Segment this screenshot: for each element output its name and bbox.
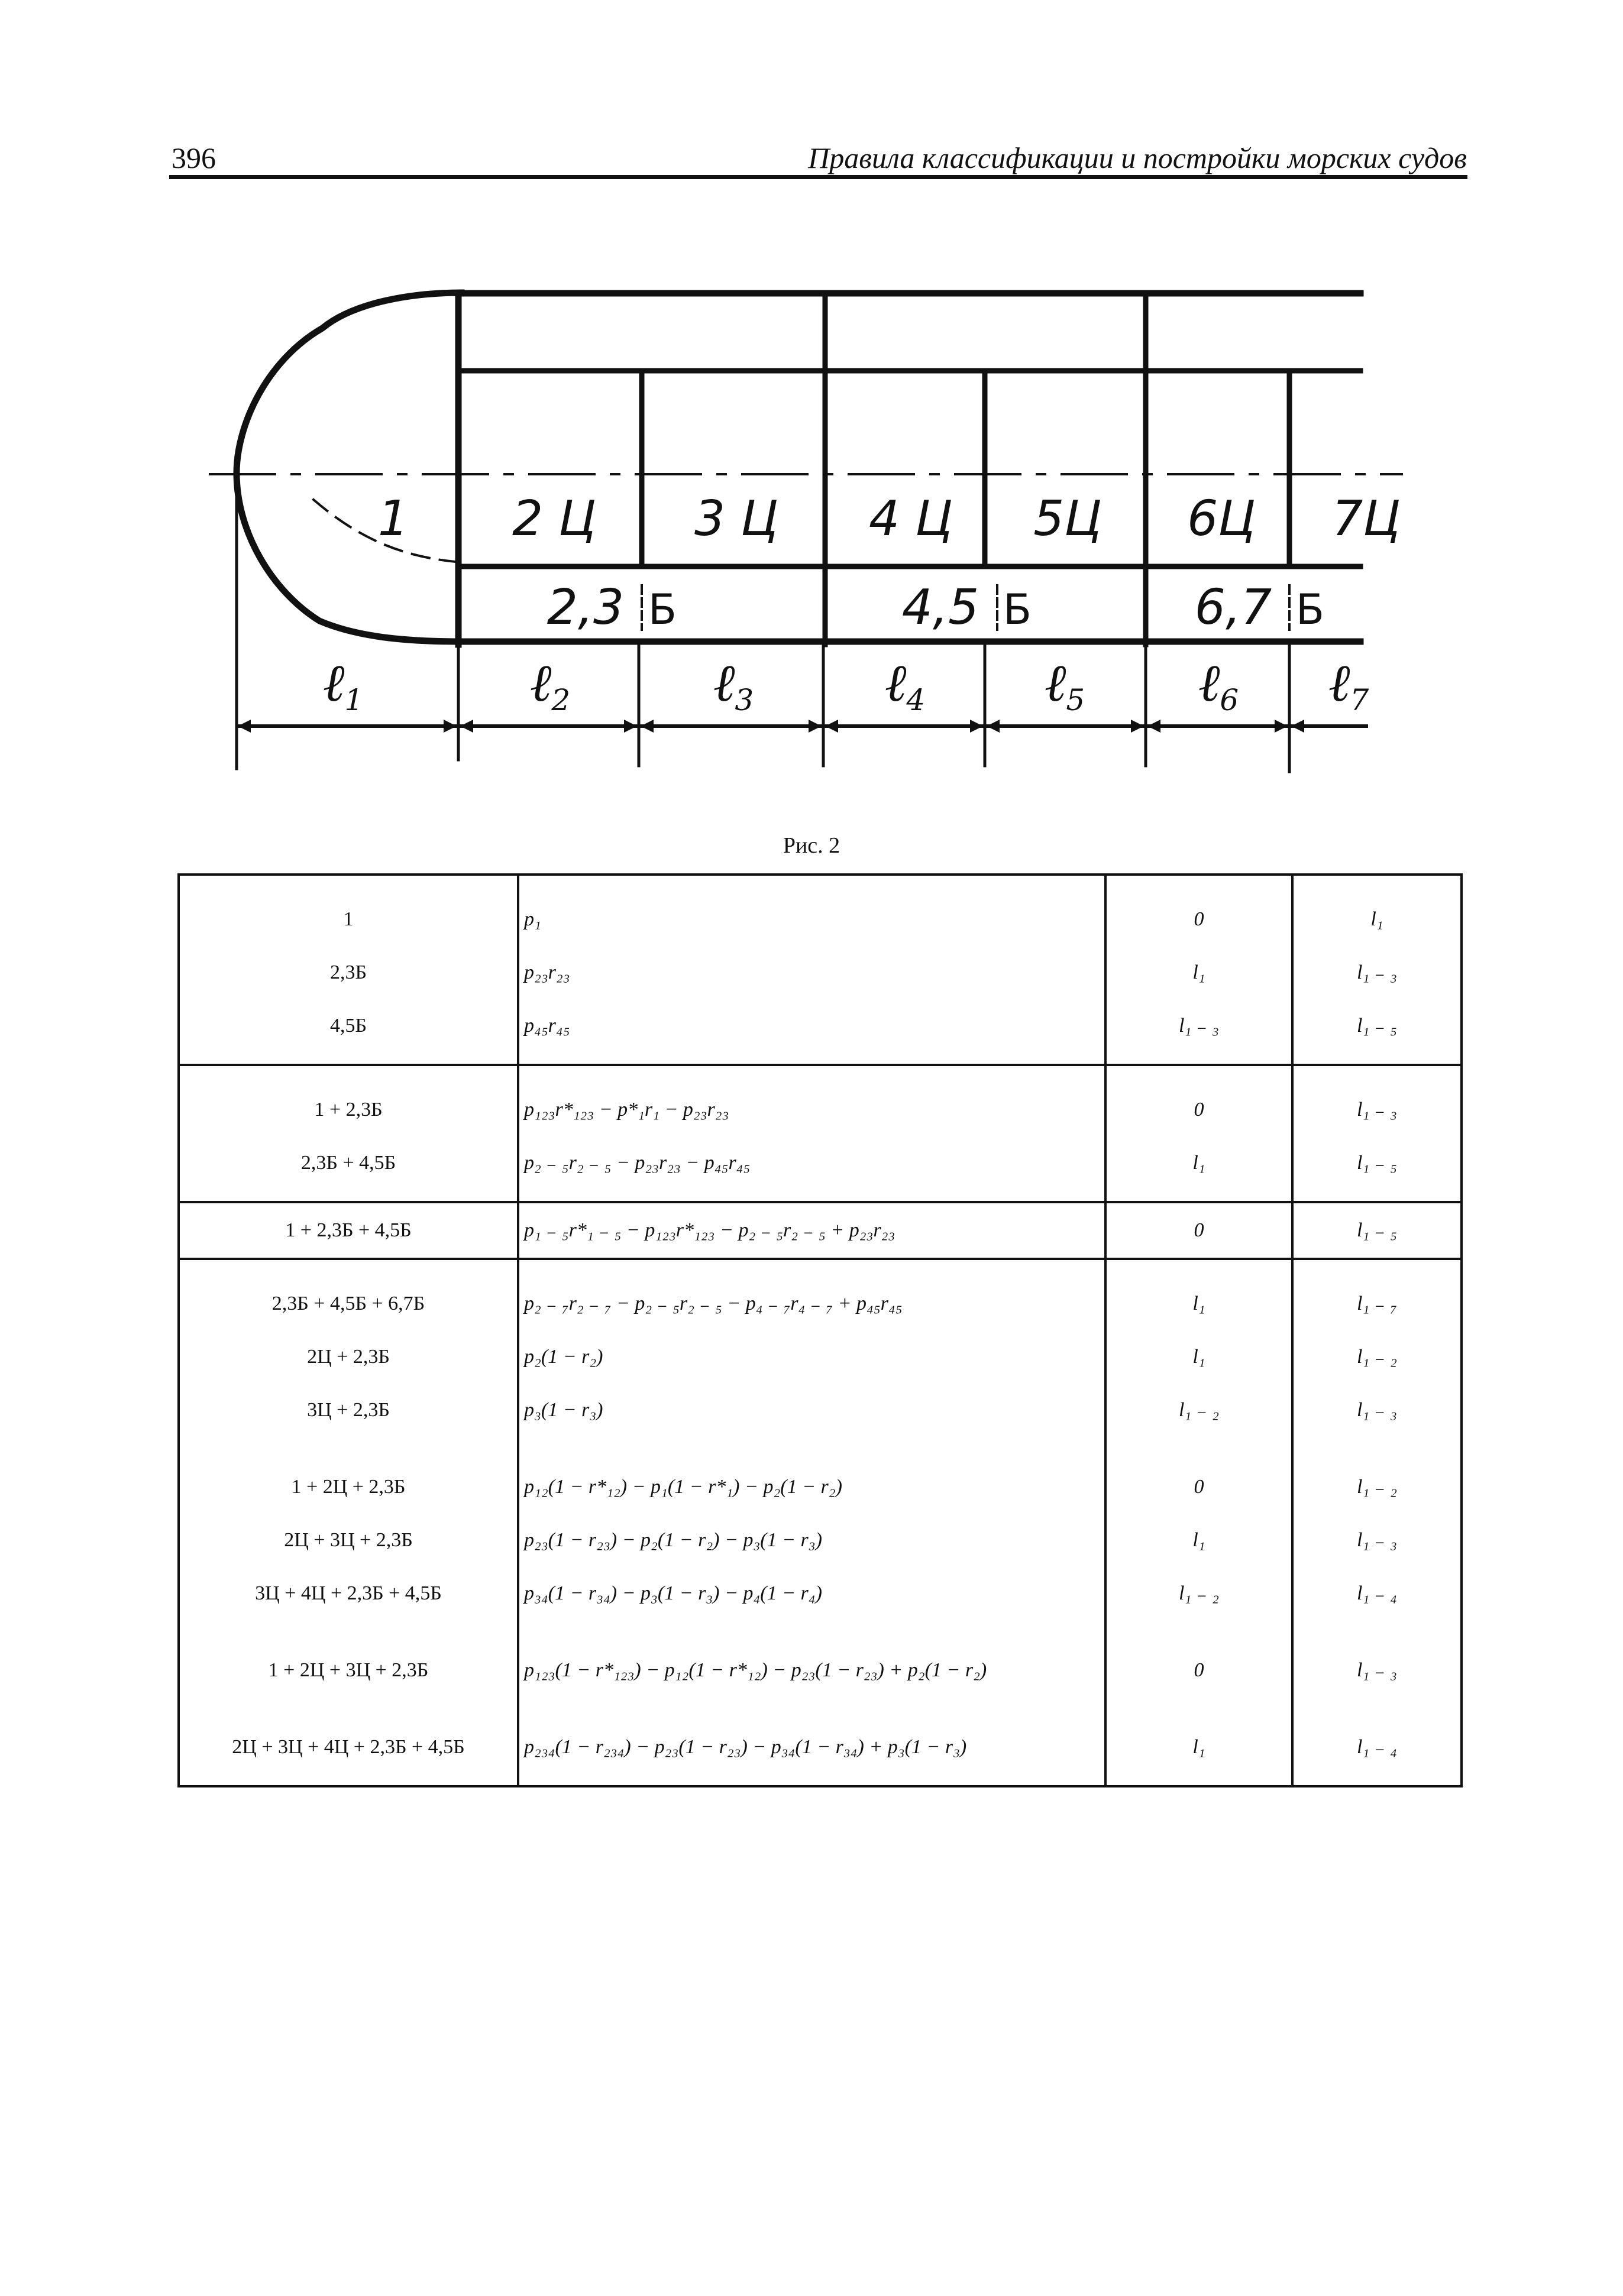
from-value: 0	[1194, 1099, 1204, 1121]
tank-label-b2: Б	[1003, 585, 1032, 634]
to-value: l₁ ₋ ₅	[1356, 1152, 1398, 1174]
tank-label-6c: 6Ц	[1187, 491, 1256, 547]
tank-combo: 1 + 2Ц + 3Ц + 2,3Б	[268, 1659, 429, 1681]
from-value: l₁	[1192, 1346, 1205, 1368]
from-value: 0	[1194, 1219, 1204, 1241]
formula: p₂(1 − r₂)	[524, 1346, 603, 1368]
to-value: l₁ ₋ ₃	[1356, 1529, 1398, 1551]
tank-label-2c: 2 Ц	[512, 491, 596, 547]
table-row	[179, 1259, 1462, 1786]
tank-combo: 1	[343, 908, 354, 930]
tank-combo: 3Ц + 2,3Б	[307, 1399, 390, 1421]
formula: p₂ ₋ ₇r₂ ₋ ₇ − p₂ ₋ ₅r₂ ₋ ₅ − p₄ ₋ ₇r₄ ₋ ₇ + p₄₅r₄₅	[524, 1293, 903, 1314]
length-l4: ℓ	[884, 652, 907, 713]
from-value: 0	[1194, 1659, 1204, 1681]
tank-combo: 3Ц + 4Ц + 2,3Б + 4,5Б	[255, 1582, 442, 1604]
page-number: 396	[172, 141, 216, 174]
tank-label-4c: 4 Ц	[869, 491, 953, 547]
from-value: 0	[1194, 908, 1204, 930]
to-value: l₁ ₋ ₃	[1356, 1099, 1398, 1121]
to-value: l₁ ₋ ₇	[1356, 1293, 1398, 1314]
svg-text:ℓ1: ℓ1	[322, 652, 364, 717]
figure-caption: Рис. 2	[783, 833, 840, 858]
svg-text:ℓ6: ℓ6	[1198, 652, 1239, 717]
to-value: l₁	[1370, 908, 1383, 930]
length-l6: ℓ	[1198, 652, 1220, 713]
tank-combo: 2,3Б + 4,5Б + 6,7Б	[271, 1293, 425, 1314]
data-table	[177, 873, 1463, 1787]
to-value: l₁ ₋ ₅	[1356, 1015, 1398, 1037]
tank-combo: 2,3Б	[329, 961, 367, 983]
bow-outline	[237, 293, 461, 642]
length-l1: ℓ	[322, 652, 345, 713]
formula: p₁₂(1 − r*₁₂) − p₁(1 − r*₁) − p₂(1 − r₂)	[524, 1476, 842, 1498]
to-value: l₁ ₋ ₄	[1356, 1582, 1398, 1604]
from-value: l₁	[1192, 961, 1205, 983]
formula: p₁₂₃r*₁₂₃ − p*₁r₁ − p₂₃r₂₃	[524, 1099, 729, 1121]
tank-combo: 4,5Б	[329, 1015, 367, 1037]
from-value: l₁ ₋ ₃	[1178, 1015, 1220, 1037]
to-value: l₁ ₋ ₃	[1356, 1399, 1398, 1421]
length-l5: ℓ	[1044, 652, 1066, 713]
tank-combo: 2Ц + 3Ц + 4Ц + 2,3Б + 4,5Б	[232, 1736, 465, 1758]
tank-combo: 2,3Б + 4,5Б	[300, 1152, 396, 1174]
svg-text:ℓ3: ℓ3	[713, 652, 754, 717]
svg-text:ℓ4: ℓ4	[884, 652, 926, 717]
to-value: l₁ ₋ ₂	[1356, 1346, 1398, 1368]
formula: p₂₃₄(1 − r₂₃₄) − p₂₃(1 − r₂₃) − p₃₄(1 − r₃₄) + p₃(1 − r₃)	[524, 1736, 967, 1758]
formula: p₃₄(1 − r₃₄) − p₃(1 − r₃) − p₄(1 − r₄)	[524, 1582, 822, 1604]
tank-label-7c: 7Ц	[1332, 491, 1401, 547]
formula: p₁₂₃(1 − r*₁₂₃) − p₁₂(1 − r*₁₂) − p₂₃(1 − r₂₃) + p₂(1 − r₂)	[524, 1659, 987, 1681]
tank-label-5c: 5Ц	[1033, 491, 1102, 547]
length-l7: ℓ	[1328, 652, 1350, 713]
svg-text:ℓ5: ℓ5	[1044, 652, 1085, 717]
from-value: l₁	[1192, 1152, 1205, 1174]
table-row	[179, 1065, 1462, 1202]
formula: p₄₅r₄₅	[524, 1015, 570, 1037]
formula: p₁ ₋ ₅r*₁ ₋ ₅ − p₁₂₃r*₁₂₃ − p₂ ₋ ₅r₂ ₋ ₅ + p₂₃r₂₃	[524, 1219, 895, 1241]
svg-text:ℓ7: ℓ7	[1328, 652, 1369, 717]
tank-combo: 1 + 2Ц + 2,3Б	[291, 1476, 406, 1498]
table-row	[179, 875, 1462, 1065]
running-title: Правила классификации и постройки морских судов	[808, 141, 1467, 174]
table-row	[179, 1202, 1462, 1259]
tank-label-b3: Б	[1295, 585, 1325, 634]
formula: p₁	[524, 908, 541, 930]
tank-label-23: 2,3	[547, 579, 625, 636]
formula: p₂₃r₂₃	[524, 961, 570, 983]
tank-combo: 2Ц + 2,3Б	[307, 1346, 390, 1368]
to-value: l₁ ₋ ₅	[1356, 1219, 1398, 1241]
tank-label-1: 1	[377, 491, 409, 547]
to-value: l₁ ₋ ₃	[1356, 1659, 1398, 1681]
tank-label-45: 4,5	[901, 579, 979, 636]
to-value: l₁ ₋ ₂	[1356, 1476, 1398, 1498]
formula: p₃(1 − r₃)	[524, 1399, 603, 1421]
to-value: l₁ ₋ ₃	[1356, 961, 1398, 983]
length-l2: ℓ	[529, 652, 552, 713]
tank-combo: 2Ц + 3Ц + 2,3Б	[284, 1529, 413, 1551]
formula: p₂ ₋ ₅r₂ ₋ ₅ − p₂₃r₂₃ − p₄₅r₄₅	[524, 1152, 751, 1174]
from-value: l₁	[1192, 1293, 1205, 1314]
tank-combo: 1 + 2,3Б + 4,5Б	[285, 1219, 412, 1241]
tank-combo: 1 + 2,3Б	[314, 1099, 383, 1121]
from-value: l₁	[1192, 1736, 1205, 1758]
tank-label-3c: 3 Ц	[694, 491, 778, 547]
to-value: l₁ ₋ ₄	[1356, 1736, 1398, 1758]
from-value: l₁	[1192, 1529, 1205, 1551]
from-value: 0	[1194, 1476, 1204, 1498]
length-l3: ℓ	[713, 652, 735, 713]
from-value: l₁ ₋ ₂	[1178, 1399, 1220, 1421]
formula: p₂₃(1 − r₂₃) − p₂(1 − r₂) − p₃(1 − r₃)	[524, 1529, 822, 1551]
tank-diagram	[0, 0, 1623, 828]
svg-text:ℓ2: ℓ2	[529, 652, 571, 717]
tank-label-67: 6,7	[1194, 579, 1272, 636]
tank-label-b1: Б	[648, 585, 677, 634]
from-value: l₁ ₋ ₂	[1178, 1582, 1220, 1604]
